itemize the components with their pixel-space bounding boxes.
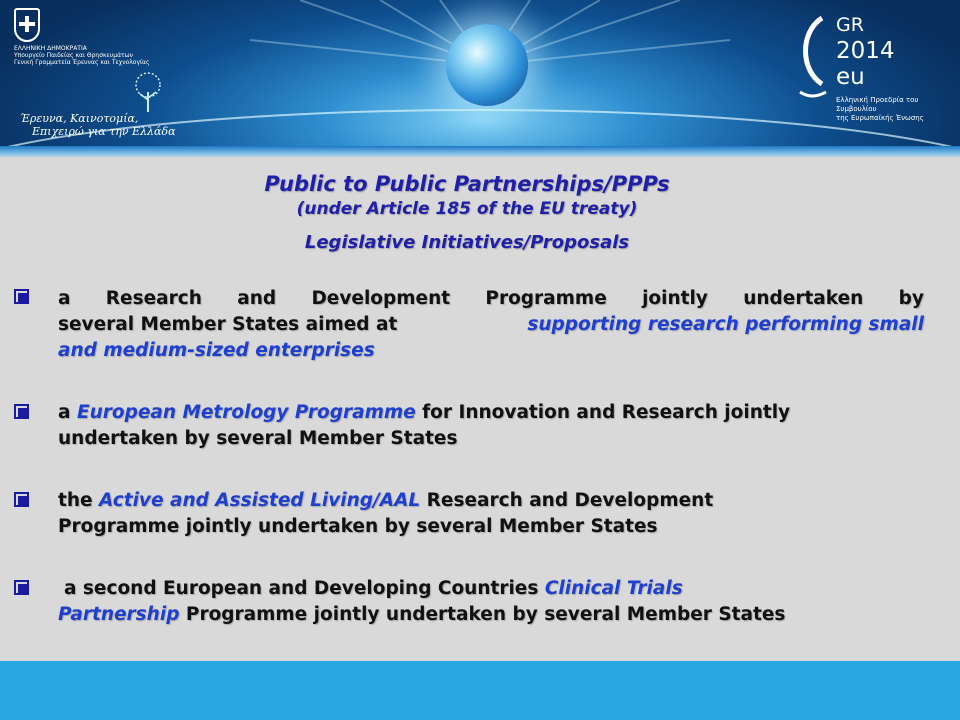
tree-logo-icon <box>128 70 168 114</box>
item-2-line-2: undertaken by several Member States <box>58 428 458 449</box>
item-highlight: and medium-sized enterprises <box>58 340 375 361</box>
footer-bar <box>0 661 960 720</box>
globe-icon <box>446 24 528 106</box>
checkbox-bullet-icon <box>14 404 29 419</box>
word: Development <box>311 288 451 309</box>
word: Research <box>105 288 202 309</box>
word: by <box>898 288 924 309</box>
item-text: for Innovation and Research jointly <box>422 402 791 423</box>
slogan-line: Έρευνα, Καινοτομία, <box>20 112 139 125</box>
presidency-year: 2014 <box>836 38 895 64</box>
slogan <box>20 112 176 138</box>
item-text: Programme jointly undertaken by several Member States <box>185 604 786 625</box>
presidency-caption <box>836 96 956 123</box>
item-1-line-1 <box>58 287 924 311</box>
presidency-caption-line: της Ευρωπαϊκής Ένωσης <box>836 114 924 122</box>
item-text: the <box>58 490 93 511</box>
slide-subtitle: (under Article 185 of the EU treaty) <box>296 199 638 219</box>
item-highlight: Partnership <box>58 604 180 625</box>
item-text: a <box>58 402 71 423</box>
item-1-line-2 <box>58 313 924 337</box>
gov-line: ΕΛΛΗΝΙΚΗ ΔΗΜΟΚΡΑΤΙΑ <box>14 45 87 52</box>
word: undertaken <box>743 288 864 309</box>
item-3-line-1 <box>58 489 713 513</box>
item-highlight: supporting research performing small <box>527 314 924 335</box>
checkbox-bullet-icon <box>14 492 29 507</box>
item-text: a second European and Developing Countries <box>64 578 539 599</box>
gov-line: Υπουργείο Παιδείας και Θρησκευμάτων <box>14 52 134 59</box>
slide-title: Public to Public Partnerships/PPPs <box>264 172 670 196</box>
item-text: Research and Development <box>426 490 714 511</box>
item-highlight: Clinical Trials <box>544 578 683 599</box>
item-3-line-2: Programme jointly undertaken by several Member States <box>58 516 658 537</box>
item-highlight: Active and Assisted Living/AAL <box>99 490 421 511</box>
header-band <box>0 146 960 158</box>
item-4-line-1 <box>58 577 683 601</box>
header-banner <box>0 0 960 146</box>
item-highlight: European Metrology Programme <box>76 402 416 423</box>
word: a <box>58 288 71 309</box>
item-4-line-2 <box>58 603 785 627</box>
word: jointly <box>642 288 708 309</box>
ministry-text <box>14 45 214 66</box>
presidency-gr: GR <box>836 14 864 36</box>
slide-title-secondary: Legislative Initiatives/Proposals <box>304 232 630 253</box>
word: and <box>237 288 277 309</box>
greek-crest-icon <box>14 8 40 42</box>
checkbox-bullet-icon <box>14 580 29 595</box>
slogan-line: Επιχειρώ για την Ελλάδα <box>32 125 176 138</box>
presidency-sail-icon <box>792 14 832 104</box>
checkbox-bullet-icon <box>14 289 29 304</box>
item-2-line-1 <box>58 401 790 425</box>
item-text: several Member States aimed at <box>58 314 398 335</box>
gov-line: Γενική Γραμματεία Έρευνας και Τεχνολογίας <box>14 59 150 66</box>
presidency-caption-line: Ελληνική Προεδρία του Συμβουλίου <box>836 96 919 113</box>
presidency-eu: eu <box>836 64 865 90</box>
item-1-line-3 <box>58 339 375 363</box>
word: Programme <box>485 288 607 309</box>
